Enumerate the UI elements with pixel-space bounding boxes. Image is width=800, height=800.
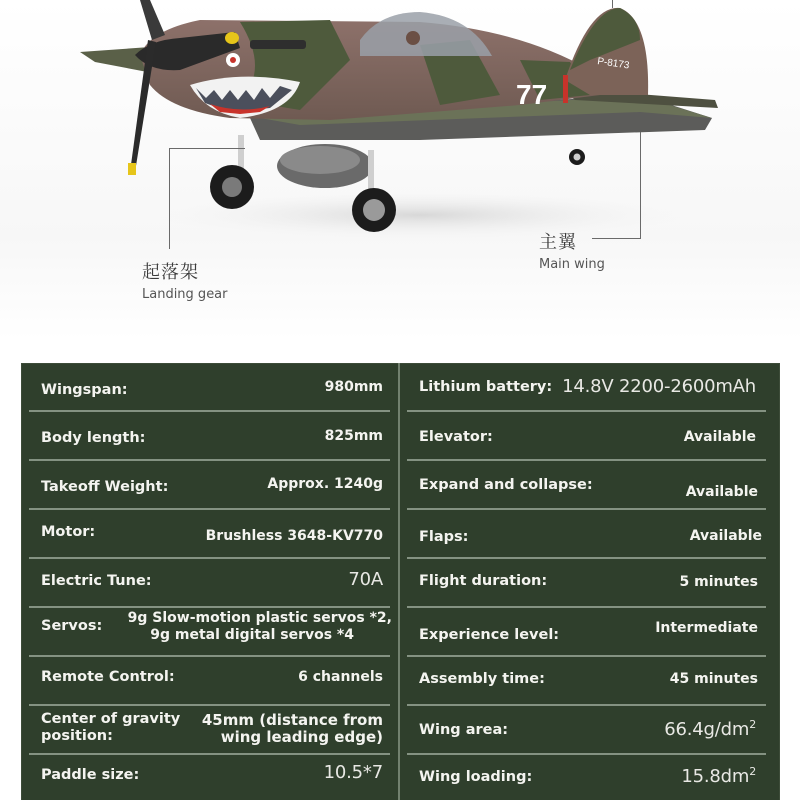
spec-row-takeoff-weight bbox=[21, 461, 398, 510]
spec-value bbox=[664, 717, 756, 738]
spec-value: 14.8V 2200-2600mAh bbox=[562, 376, 756, 397]
spec-label: Electric Tune: bbox=[41, 573, 152, 589]
svg-text:P-8173: P-8173 bbox=[596, 56, 631, 72]
spec-label: Body length: bbox=[41, 430, 146, 446]
spec-value-line2: 9g metal digital servos *4 bbox=[150, 627, 354, 643]
landing-gear-callout-line-h bbox=[169, 148, 245, 149]
superscript: 2 bbox=[749, 718, 756, 731]
spec-value: 45 minutes bbox=[669, 671, 758, 687]
spec-value-line2: wing leading edge) bbox=[220, 728, 383, 746]
spec-row-wingspan bbox=[21, 363, 398, 412]
spec-row-remote-control bbox=[21, 657, 398, 706]
landing-gear-callout-line-v bbox=[169, 148, 170, 249]
top-callout-line bbox=[612, 0, 613, 8]
spec-row-assembly-time bbox=[399, 657, 780, 706]
superscript: 2 bbox=[749, 765, 756, 778]
spec-value: 6 channels bbox=[298, 669, 383, 685]
spec-value bbox=[681, 764, 756, 785]
spec-column-right bbox=[399, 363, 780, 800]
spec-value: 980mm bbox=[324, 379, 383, 395]
spec-row-flight-duration bbox=[399, 559, 780, 608]
spec-row-body-length bbox=[21, 412, 398, 461]
landing-gear-label-cn: 起落架 bbox=[142, 262, 199, 283]
spec-row-elevator bbox=[399, 412, 780, 461]
spec-table bbox=[21, 363, 780, 800]
spec-row-center-of-gravity bbox=[21, 706, 398, 755]
spec-label: Wingspan: bbox=[41, 382, 128, 398]
spec-row-electric-tune bbox=[21, 559, 398, 608]
spec-value: Available bbox=[689, 528, 762, 544]
spec-value: 10.5*7 bbox=[323, 762, 383, 783]
spec-value: 5 minutes bbox=[679, 574, 758, 590]
main-wing-label-en: Main wing bbox=[539, 257, 605, 272]
spec-row-servos bbox=[21, 608, 398, 657]
spec-label-line1: Center of gravity bbox=[41, 711, 181, 727]
spec-value: Available bbox=[685, 484, 758, 500]
spec-column-left bbox=[21, 363, 398, 800]
spec-value: Approx. 1240g bbox=[267, 476, 383, 492]
spec-row-experience-level bbox=[399, 608, 780, 657]
spec-label: Assembly time: bbox=[419, 671, 545, 687]
spec-row-wing-area bbox=[399, 706, 780, 755]
rc-plane-illustration bbox=[0, 0, 800, 340]
spec-row-lithium-battery bbox=[399, 363, 780, 412]
spec-label-line2: position: bbox=[41, 728, 113, 744]
spec-value: 70A bbox=[348, 569, 383, 590]
spec-label: Wing loading: bbox=[419, 769, 533, 785]
spec-value: Brushless 3648-KV770 bbox=[205, 528, 383, 544]
wing-area-number: 66.4g/dm bbox=[664, 719, 750, 740]
spec-label: Lithium battery: bbox=[419, 379, 553, 395]
spec-label: Flaps: bbox=[419, 529, 469, 545]
spec-label: Motor: bbox=[41, 524, 96, 540]
spec-label: Paddle size: bbox=[41, 767, 140, 783]
spec-label: Expand and collapse: bbox=[419, 477, 593, 493]
spec-row-expand-collapse bbox=[399, 461, 780, 510]
wing-loading-number: 15.8dm bbox=[681, 766, 750, 787]
spec-value-line1: 9g Slow-motion plastic servos *2, bbox=[127, 610, 392, 626]
spec-value: Intermediate bbox=[655, 620, 758, 636]
main-wing-label-cn: 主翼 bbox=[539, 232, 577, 253]
spec-row-wing-loading bbox=[399, 755, 780, 800]
spec-label: Servos: bbox=[41, 618, 103, 634]
spec-value: Available bbox=[683, 429, 756, 445]
spec-label: Wing area: bbox=[419, 722, 509, 738]
landing-gear-label-en: Landing gear bbox=[142, 287, 228, 302]
spec-label: Takeoff Weight: bbox=[41, 479, 169, 495]
spec-row-motor bbox=[21, 510, 398, 559]
landing-gear-callout bbox=[142, 258, 228, 302]
spec-label: Elevator: bbox=[419, 429, 493, 445]
spec-label: Remote Control: bbox=[41, 669, 175, 685]
spec-value: 825mm bbox=[324, 428, 383, 444]
svg-text:77: 77 bbox=[516, 79, 548, 110]
spec-label: Flight duration: bbox=[419, 573, 548, 589]
spec-row-flaps bbox=[399, 510, 780, 559]
product-hero-image bbox=[0, 0, 800, 340]
spec-value-line1: 45mm (distance from bbox=[201, 711, 383, 729]
main-wing-callout-line-v bbox=[640, 132, 641, 238]
main-wing-callout bbox=[539, 228, 605, 272]
spec-row-paddle-size bbox=[21, 755, 398, 800]
spec-label: Experience level: bbox=[419, 627, 560, 643]
